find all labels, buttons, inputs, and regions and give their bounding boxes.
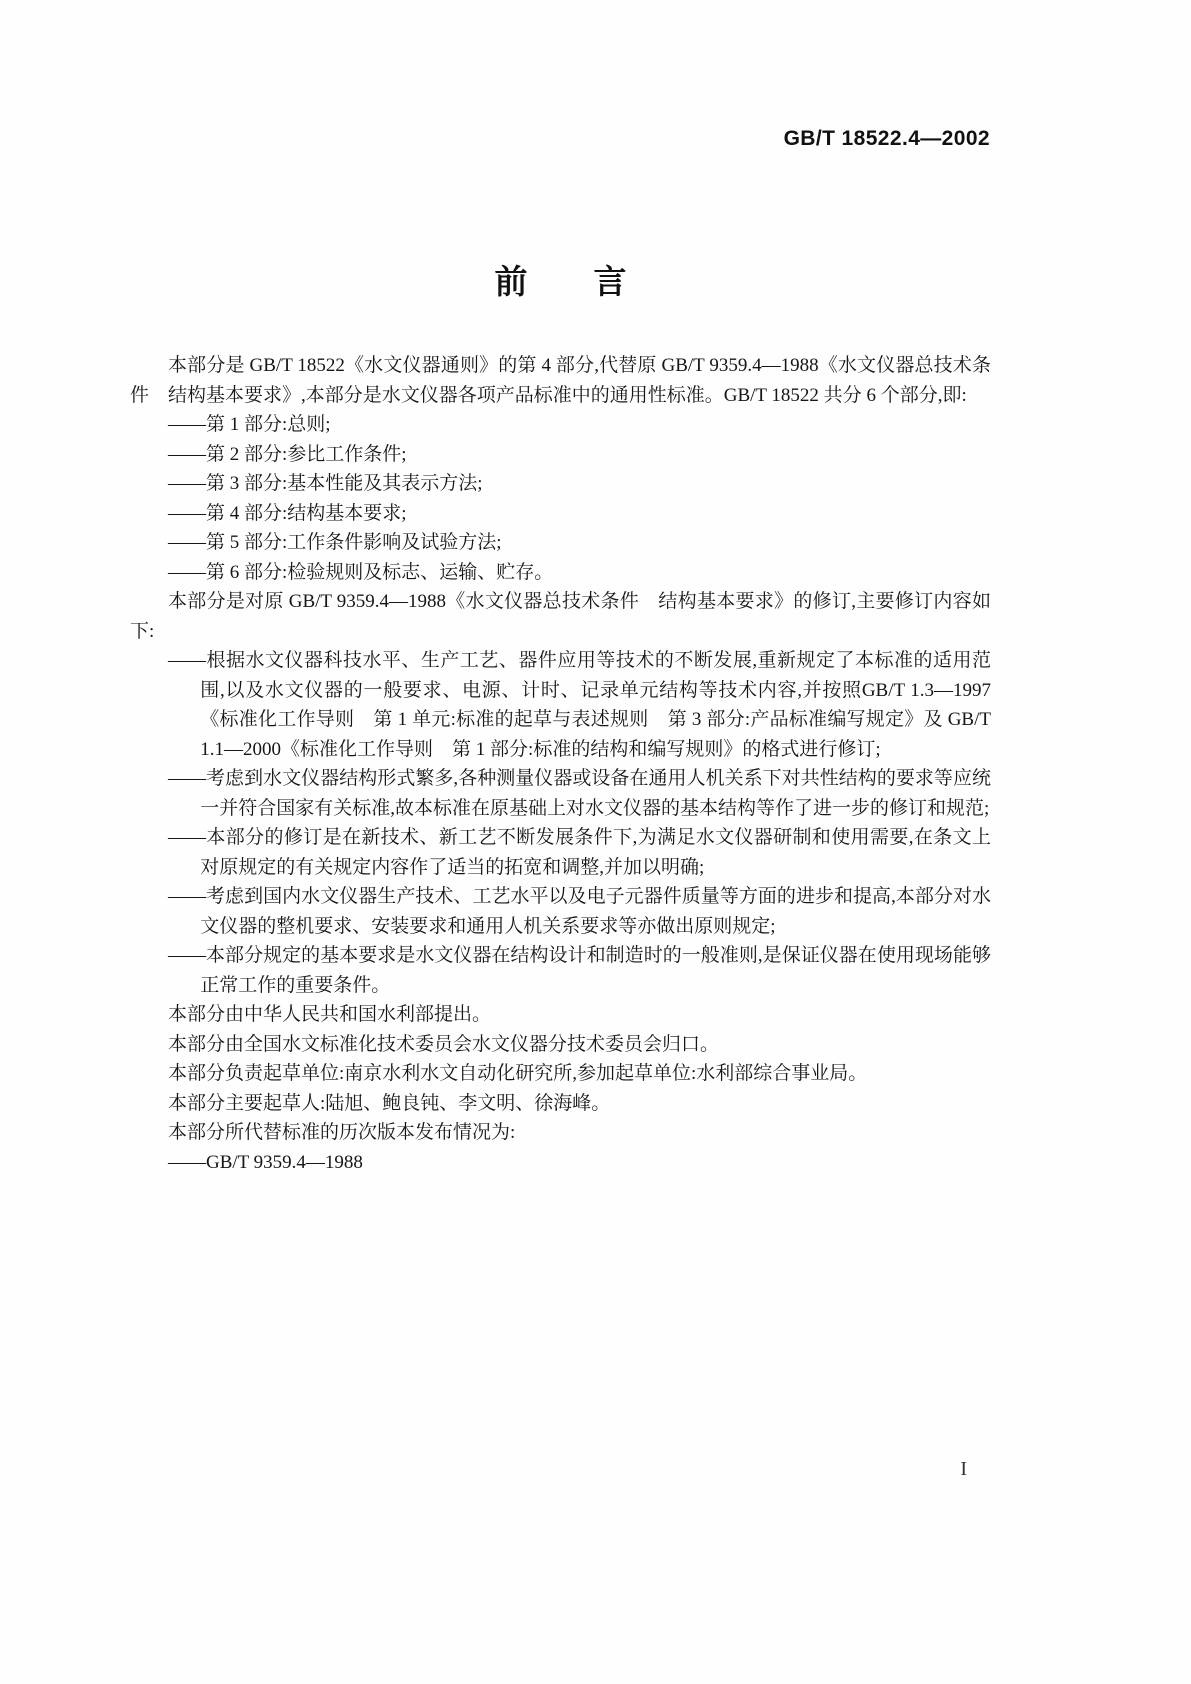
paragraph-line: ——本部分规定的基本要求是水文仪器在结构设计和制造时的一般准则,是保证仪器在使用现场能够正常工作的重要条件。 bbox=[168, 945, 991, 996]
paragraph-line: ——第 2 部分:参比工作条件; bbox=[168, 443, 407, 465]
document-body bbox=[130, 351, 991, 1177]
paragraph-line: ——考虑到国内水文仪器生产技术、工艺水平以及电子元器件质量等方面的进步和提高,本部分对水文仪器的整机要求、安装要求和通用人机关系要求等亦做出原则规定; bbox=[168, 886, 991, 937]
paragraph-line: ——考虑到水文仪器结构形式繁多,各种测量仪器或设备在通用人机关系下对共性结构的要求等应统一并符合国家有关标准,故本标准在原基础上对水文仪器的基本结构等作了进一步的修订和规范; bbox=[168, 768, 991, 819]
paragraph-line: ——第 1 部分:总则; bbox=[168, 414, 331, 435]
paragraph-line: ——第 6 部分:检验规则及标志、运输、贮存。 bbox=[168, 561, 554, 583]
paragraph-line: ——第 3 部分:基本性能及其表示方法; bbox=[168, 473, 483, 494]
revision-intro-paragraph: 本部分是对原 GB/T 9359.4—1988《水文仪器总技术条件 结构基本要求》的修订,主要修订内容如下: bbox=[130, 591, 991, 642]
paragraph-line: ——本部分的修订是在新技术、新工艺不断发展条件下,为满足水文仪器研制和使用需要,在条文上对原规定的有关规定内容作了适当的拓宽和调整,并加以明确; bbox=[168, 827, 991, 878]
paragraph-line: 本部分负责起草单位:南京水利水文自动化研究所,参加起草单位:水利部综合事业局。 bbox=[168, 1063, 868, 1084]
paragraph-line: ——第 4 部分:结构基本要求; bbox=[168, 502, 407, 524]
part-list bbox=[130, 410, 991, 587]
closing-list bbox=[130, 1000, 991, 1177]
page-title: 前 言 bbox=[494, 263, 627, 300]
paragraph-line: 本部分由中华人民共和国水利部提出。 bbox=[168, 1004, 492, 1025]
paragraph-line: ——根据水文仪器科技水平、生产工艺、器件应用等技术的不断发展,重新规定了本标准的适用范围,以及水文仪器的一般要求、电源、计时、记录单元结构等技术内容,并按照GB/T 1.3—1997《标准化工作导则 第 1 单元:标准的起草与表述规则 第 3 部分:产品标准编写规定》及 GB/T 1.1—2000《标准化工作导则 第 1 部分:标准的结构和编写规则》的格式进行修订; bbox=[168, 650, 991, 760]
standard-number: GB/T 18522.4—2002 bbox=[783, 127, 990, 150]
intro-paragraph: 本部分是 GB/T 18522《水文仪器通则》的第 4 部分,代替原 GB/T 9359.4—1988《水文仪器总技术条件 结构基本要求》,本部分是水文仪器各项产品标准中的通用性标准。GB/T 18522 共分 6 个部分,即: bbox=[130, 355, 991, 406]
paragraph-line: 本部分由全国水文标准化技术委员会水文仪器分技术委员会归口。 bbox=[168, 1033, 720, 1055]
page-number: I bbox=[960, 1458, 967, 1480]
paragraph-line: 本部分所代替标准的历次版本发布情况为: bbox=[168, 1122, 516, 1143]
revision-list bbox=[130, 646, 991, 1000]
paragraph-line: ——第 5 部分:工作条件影响及试验方法; bbox=[168, 532, 502, 553]
paragraph-line: 本部分主要起草人:陆旭、鲍良钝、李文明、徐海峰。 bbox=[168, 1092, 611, 1114]
paragraph-line: ——GB/T 9359.4—1988 bbox=[168, 1151, 363, 1173]
